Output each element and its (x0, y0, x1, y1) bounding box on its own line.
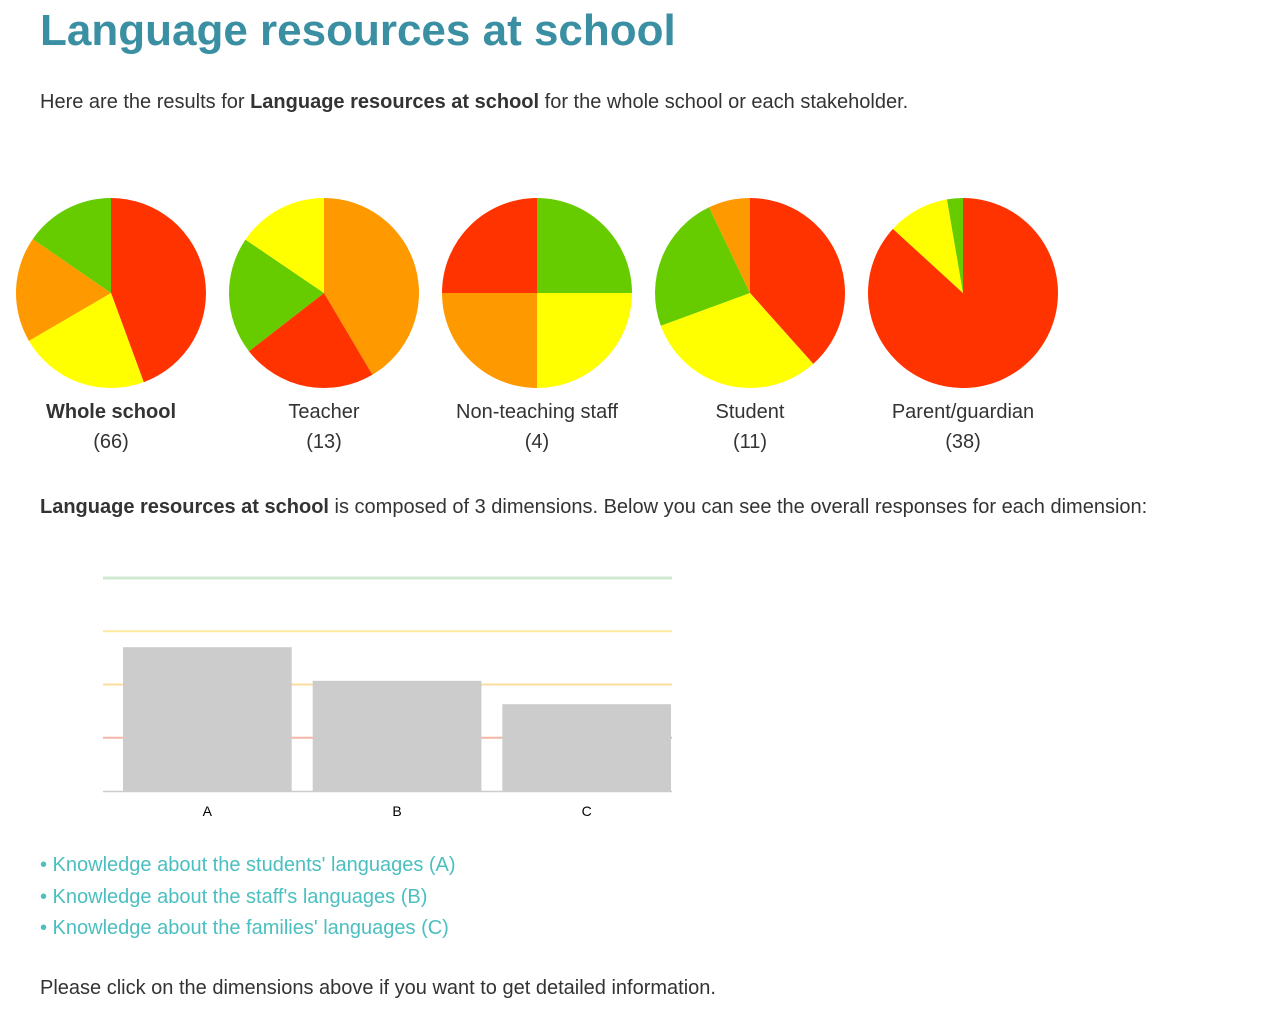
dimensions-intro (40, 496, 1147, 519)
pie-label: Teacher (288, 401, 360, 423)
pie-teacher (229, 198, 419, 388)
pie-block-teacher[interactable] (217, 198, 431, 454)
intro-text (40, 91, 908, 114)
intro-after: for the whole school or each stakeholder. (539, 91, 909, 113)
bar-B[interactable] (313, 681, 482, 791)
pie-label: Non-teaching staff (456, 401, 618, 423)
pie-block-non-teaching-staff[interactable] (430, 198, 644, 454)
dims-intro-bold: Language resources at school (40, 496, 329, 518)
pie-block-whole-school[interactable] (4, 198, 218, 454)
dimension-link-a[interactable]: • Knowledge about the students' languages (A) (40, 854, 456, 876)
page-title: Language resources at school (40, 6, 676, 55)
dimension-list (40, 850, 456, 945)
dimension-link-b[interactable]: • Knowledge about the staff's languages (B) (40, 885, 428, 908)
dimension-link-c[interactable]: • Knowledge about the families' languages (C) (40, 917, 449, 939)
pie-slice-green (537, 198, 632, 293)
intro-bold: Language resources at school (250, 91, 540, 113)
pie-count: (38) (945, 431, 981, 453)
footer-note: Please click on the dimensions above if you want to get detailed information. (40, 977, 716, 999)
pie-parent-guardian (868, 198, 1058, 388)
pie-label: Whole school (46, 401, 176, 423)
bar-C[interactable] (502, 704, 671, 791)
intro-before: Here are the results for (40, 91, 251, 113)
pie-count: (66) (93, 431, 129, 453)
pie-whole-school (16, 198, 206, 388)
bar-A[interactable] (123, 647, 292, 791)
pie-count: (11) (732, 431, 768, 453)
x-tick-label: B (392, 803, 402, 819)
x-tick-label: A (202, 803, 212, 819)
x-tick-label: C (581, 803, 592, 819)
pie-block-student[interactable] (643, 198, 857, 454)
pie-count: (13) (306, 431, 342, 453)
pie-non-teaching-staff (442, 198, 632, 388)
pie-label: Student (715, 401, 785, 423)
dims-intro-after: is composed of 3 dimensions. Below you can see the overall responses for each dimension: (328, 496, 1148, 518)
pie-count: (4) (524, 431, 550, 453)
pie-block-parent-guardian[interactable] (856, 198, 1070, 454)
pie-slice-red (442, 198, 537, 293)
dimension-bar-chart (98, 570, 678, 826)
pie-label: Parent/guardian (891, 401, 1035, 423)
pie-student (655, 198, 845, 388)
pie-slice-yellow (537, 293, 632, 388)
pie-slice-orange (442, 293, 537, 388)
